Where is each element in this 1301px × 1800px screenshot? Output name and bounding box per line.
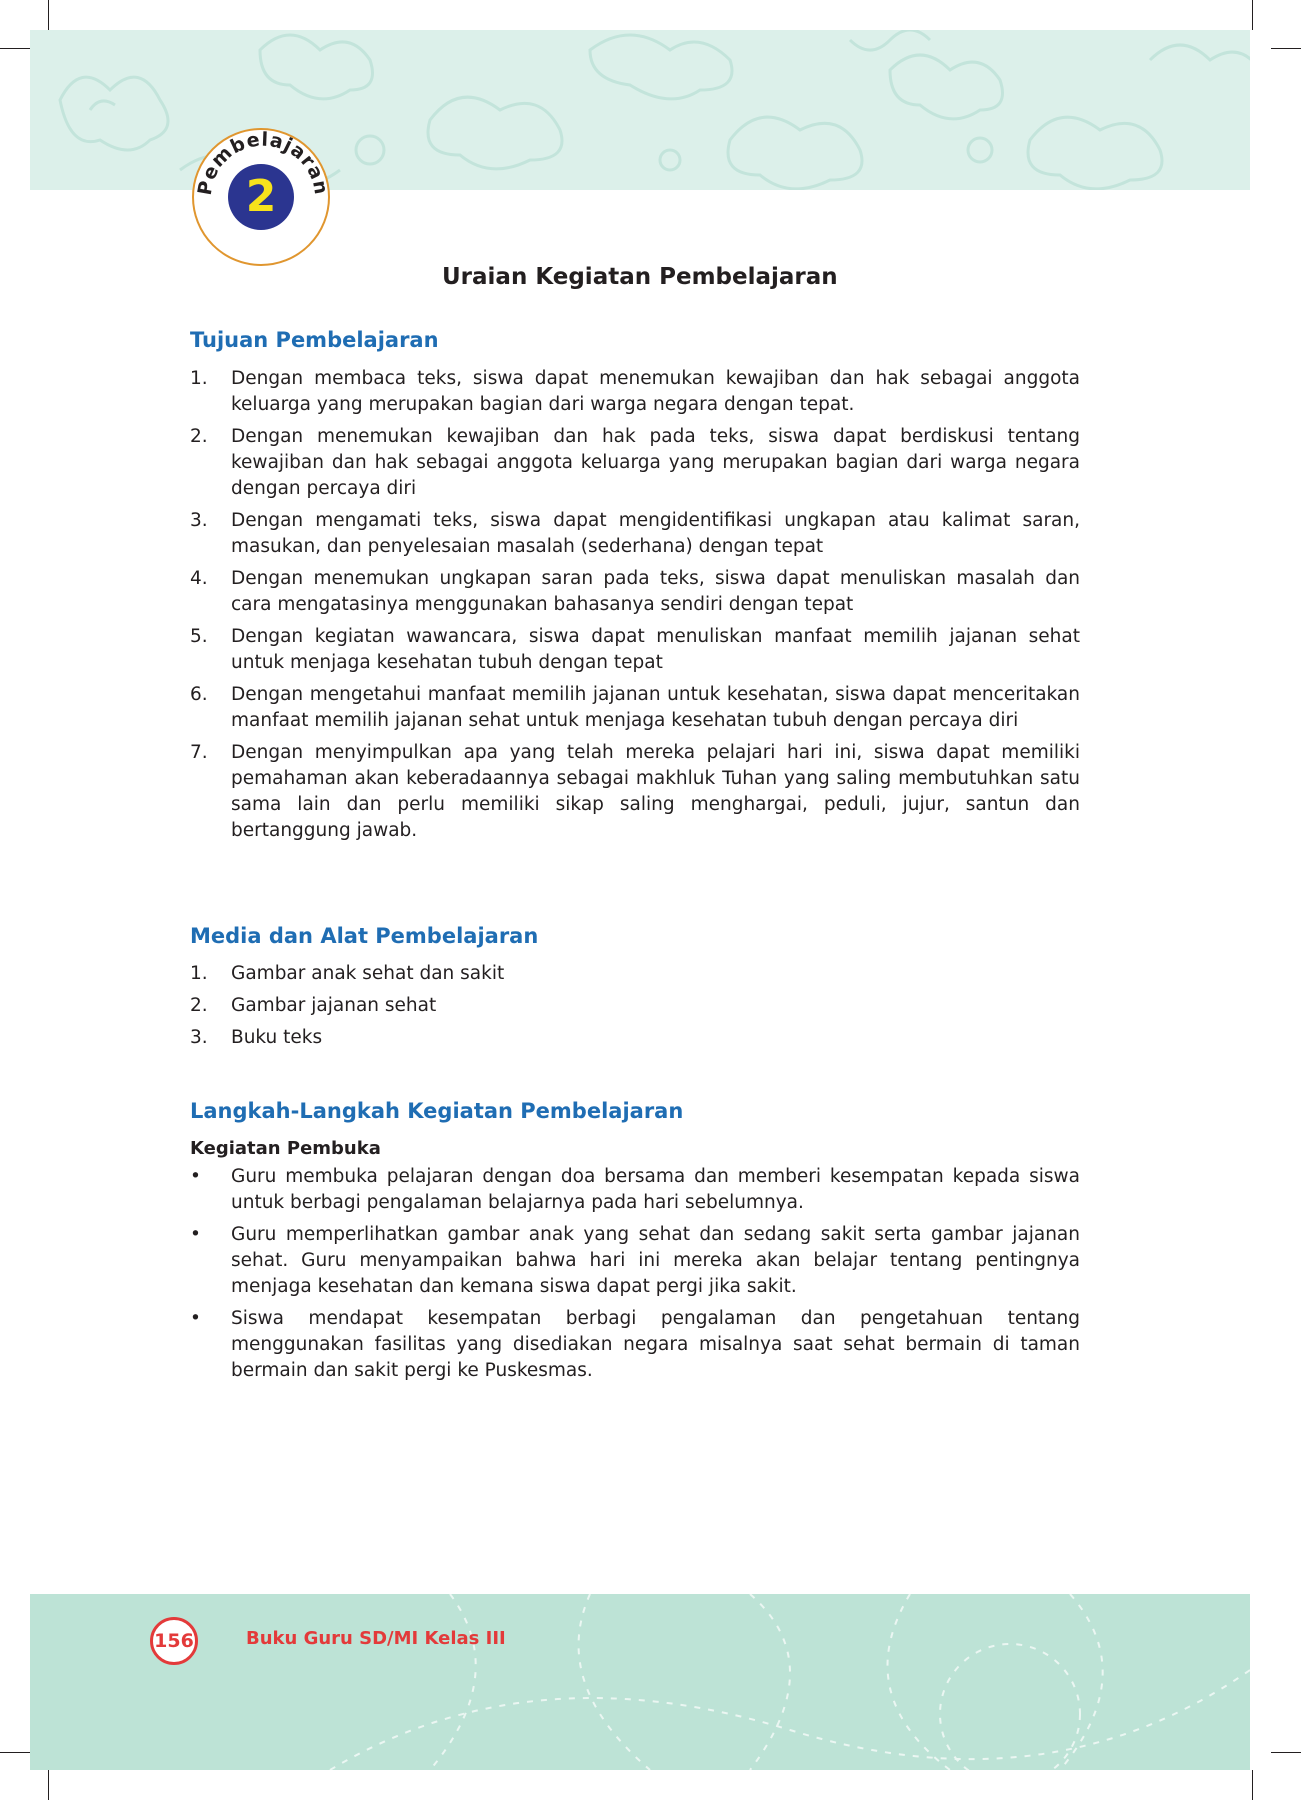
list-item [190, 993, 1080, 1019]
crop-mark [1252, 1770, 1253, 1800]
item-text: Guru memperlihatkan gambar anak yang sehat dan sedang sakit serta gambar jajanan sehat. Guru menyampaikan bahwa hari ini mereka akan belajar tentang pentingnya menjaga kesehatan dan kemana siswa dapat pergi jika sakit. [231, 1224, 1080, 1297]
item-text: Siswa mendapat kesempatan berbagi pengalaman dan pengetahuan tentang menggunakan fasilitas yang disediakan negara misalnya saat sehat bermain di taman bermain dan sakit pergi ke Puskesmas. [231, 1308, 1080, 1381]
item-number: 3. [190, 510, 208, 531]
crop-mark [1252, 0, 1253, 30]
footer-band [30, 1594, 1250, 1770]
crop-mark [0, 48, 30, 49]
page-title: Uraian Kegiatan Pembelajaran [442, 264, 838, 290]
item-text: Gambar anak sehat dan sakit [231, 963, 505, 984]
bullet: • [190, 1166, 201, 1187]
list-item [190, 682, 1080, 734]
item-number: 5. [190, 626, 208, 647]
list-item [190, 366, 1080, 418]
item-text: Dengan menemukan kewajiban dan hak pada teks, siswa dapat berdiskusi tentang kewajiban dan hak sebagai anggota keluarga yang merupakan bagian dari warga negara dengan percaya diri [231, 426, 1080, 499]
footer-pattern-decoration [30, 1594, 1250, 1770]
langkah-list [190, 1164, 1080, 1390]
sub-heading-pembuka: Kegiatan Pembuka [190, 1138, 381, 1159]
list-item [190, 1306, 1080, 1384]
item-text: Dengan mengamati teks, siswa dapat mengidentifikasi ungkapan atau kalimat saran, masukan, dan penyelesaian masalah (sederhana) dengan tepat [231, 510, 1080, 557]
crop-mark [48, 0, 49, 30]
book-title: Buku Guru SD/MI Kelas III [246, 1628, 506, 1649]
item-number: 4. [190, 568, 208, 589]
list-item [190, 624, 1080, 676]
bullet: • [190, 1224, 201, 1245]
list-item [190, 1164, 1080, 1216]
list-item [190, 566, 1080, 618]
crop-mark [48, 1770, 49, 1800]
item-text: Buku teks [231, 1027, 323, 1048]
bullet: • [190, 1308, 201, 1329]
list-item [190, 508, 1080, 560]
item-number: 7. [190, 742, 208, 763]
lesson-badge [192, 128, 330, 266]
list-item [190, 1222, 1080, 1300]
page-number: 156 [150, 1617, 198, 1665]
section-heading-tujuan: Tujuan Pembelajaran [190, 328, 439, 352]
list-item [190, 1025, 1080, 1051]
crop-mark [0, 1752, 30, 1753]
tujuan-list [190, 366, 1080, 850]
lesson-number: 2 [228, 164, 294, 230]
list-item [190, 961, 1080, 987]
item-number: 3. [190, 1027, 208, 1048]
item-number: 2. [190, 995, 208, 1016]
item-number: 1. [190, 963, 208, 984]
item-number: 1. [190, 368, 208, 389]
crop-mark [1271, 48, 1301, 49]
item-text: Dengan kegiatan wawancara, siswa dapat menuliskan manfaat memilih jajanan sehat untuk menjaga kesehatan tubuh dengan tepat [231, 626, 1080, 673]
list-item [190, 424, 1080, 502]
item-text: Dengan membaca teks, siswa dapat menemukan kewajiban dan hak sebagai anggota keluarga yang merupakan bagian dari warga negara dengan tepat. [231, 368, 1080, 415]
badge-arc-text: Pembelajaran [194, 130, 332, 197]
item-text: Dengan menyimpulkan apa yang telah mereka pelajari hari ini, siswa dapat memiliki pemahaman akan keberadaannya sebagai makhluk Tuhan yang saling membutuhkan satu sama lain dan perlu memiliki sikap saling menghargai, peduli, jujur, santun dan bertanggung jawab. [231, 742, 1080, 841]
crop-mark [1271, 1752, 1301, 1753]
list-item [190, 740, 1080, 844]
item-text: Dengan mengetahui manfaat memilih jajanan untuk kesehatan, siswa dapat menceritakan manfaat memilih jajanan sehat untuk menjaga kesehatan tubuh dengan percaya diri [231, 684, 1080, 731]
item-text: Dengan menemukan ungkapan saran pada teks, siswa dapat menuliskan masalah dan cara mengatasinya menggunakan bahasanya sendiri dengan tepat [231, 568, 1080, 615]
item-number: 6. [190, 684, 208, 705]
item-text: Guru membuka pelajaran dengan doa bersama dan memberi kesempatan kepada siswa untuk berbagi pengalaman belajarnya pada hari sebelumnya. [231, 1166, 1080, 1213]
media-list [190, 961, 1080, 1057]
section-heading-media: Media dan Alat Pembelajaran [190, 924, 539, 948]
item-number: 2. [190, 426, 208, 447]
item-text: Gambar jajanan sehat [231, 995, 437, 1016]
section-heading-langkah: Langkah-Langkah Kegiatan Pembelajaran [190, 1099, 684, 1123]
